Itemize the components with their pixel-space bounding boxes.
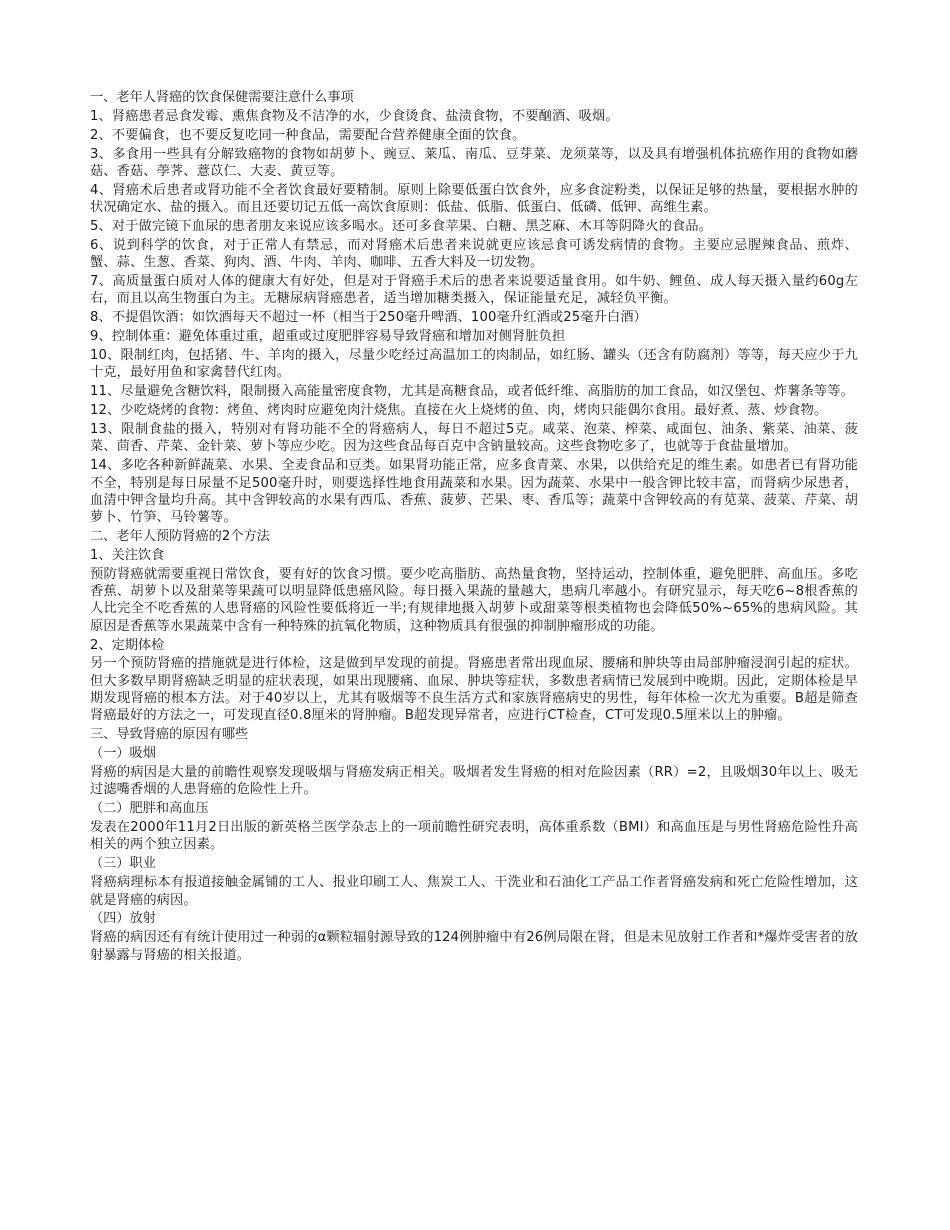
- paragraph-item-14: 14、多吃各种新鲜蔬菜、水果、全麦食品和豆类。如果肾功能正常，应多食青菜、水果，以供给充足的维生素。如患者已有肾功能不全，特别是每日尿量不足500毫升时，则要选择性地食用蔬菜和水果。因为蔬菜、水果中一般含钾比较丰富，而肾病少尿患者，血清中钾含量均升高。其中含钾较高的水果有西瓜、香蕉、菠萝、芒果、枣、香瓜等；蔬菜中含钾较高的有苋菜、菠菜、芹菜、胡萝卜、竹笋、马铃薯等。: [90, 458, 858, 526]
- paragraph-radiation: 肾癌的病因还有有统计使用过一种弱的α颗粒辐射源导致的124例肿瘤中有26例局限在肾，但是未见放射工作者和*爆炸受害者的放射暴露与肾癌的相关报道。: [90, 930, 858, 963]
- paragraph-item-3: 3、多食用一些具有分解致癌物的食物如胡萝卜、豌豆、莱瓜、南瓜、豆芽菜、龙须菜等，以及具有增强机体抗癌作用的食物如蘑菇、香菇、荸荠、薏苡仁、大麦、黄豆等。: [90, 146, 858, 179]
- subsection-heading-radiation: （四）放射: [90, 911, 156, 927]
- paragraph-item-1: 1、肾癌患者忌食发霉、熏焦食物及不洁净的水，少食烫食、盐渍食物，不要酗酒、吸烟。: [90, 108, 619, 124]
- paragraph-smoking: 肾癌的病因是大量的前瞻性观察发现吸烟与肾癌发病正相关。吸烟者发生肾癌的相对危险因素（RR）=2，且吸烟30年以上、吸无过滤嘴香烟的人患肾癌的危险性上升。: [90, 765, 858, 798]
- paragraph-obesity: 发表在2000年11月2日出版的新英格兰医学杂志上的一项前瞻性研究表明，高体重系数（BMI）和高血压是与男性肾癌危险性升高相关的两个独立因素。: [90, 820, 858, 853]
- paragraph-diet: 预防肾癌就需要重视日常饮食，要有好的饮食习惯。要少吃高脂肪、高热量食物，坚持运动，控制体重，避免肥胖、高血压。多吃香蕉、胡萝卜以及甜菜等果蔬可以明显降低患癌风险。每日摄入果蔬的量越大，患病几率越小。有研究显示，每天吃6~8根香蕉的人比完全不吃香蕉的人患肾癌的风险性要低将近一半;有规律地摄入胡萝卜或甜菜等根类植物也会降低50%~65%的患病风险。其原因是香蕉等水果蔬菜中含有一种特殊的抗氧化物质，这种物质具有很强的抑制肿瘤形成的功能。: [90, 566, 858, 634]
- subsection-heading-checkup: 2、定期体检: [90, 637, 165, 653]
- subsection-heading-occupation: （三）职业: [90, 856, 156, 872]
- paragraph-item-5: 5、对于做完镜下血尿的患者朋友来说应该多喝水。还可多食苹果、白糖、黑芝麻、木耳等阴降火的食品。: [90, 219, 713, 235]
- paragraph-item-7: 7、高质量蛋白质对人体的健康大有好处，但是对于肾癌手术后的患者来说要适量食用。如牛奶、鲤鱼、成人每天摄入量约60g左右，而且以高生物蛋白为主。无糖尿病肾癌患者，适当增加糖类摄入，保证能量充足，减轻负平衡。: [90, 274, 858, 307]
- paragraph-item-12: 12、少吃烧烤的食物：烤鱼、烤肉时应避免肉汁烧焦。直接在火上烧烤的鱼、肉，烤肉只能偶尔食用。最好煮、蒸、炒食物。: [90, 403, 828, 419]
- paragraph-item-10: 10、限制红肉，包括猪、牛、羊肉的摄入，尽量少吃经过高温加工的肉制品，如红肠、罐头（还含有防腐剂）等等，每天应少于九十克，最好用鱼和家禽替代红肉。: [90, 348, 858, 381]
- paragraph-item-4: 4、肾癌术后患者或肾功能不全者饮食最好要精制。原则上除要低蛋白饮食外，应多食淀粉类，以保证足够的热量，要根据水肿的状况确定水、盐的摄入。而且还要切记五低一高饮食原则：低盐、低脂、低蛋白、低磷、低钾、高维生素。: [90, 182, 858, 216]
- paragraph-item-11: 11、尽量避免含糖饮料，限制摄入高能量密度食物，尤其是高糖食品，或者低纤维、高脂肪的加工食品，如汉堡包、炸薯条等等。: [90, 384, 854, 400]
- paragraph-item-8: 8、不提倡饮酒：如饮酒每天不超过一杯（相当于250毫升啤酒、100毫升红酒或25毫升白酒）: [90, 310, 648, 326]
- paragraph-occupation: 肾癌病理标本有报道接触金属铺的工人、报业印刷工人、焦炭工人、干洗业和石油化工产品工作者肾癌发病和死亡危险性增加，这就是肾癌的病因。: [90, 875, 858, 908]
- section-heading-2: 二、老年人预防肾癌的2个方法: [90, 529, 270, 545]
- paragraph-item-6: 6、说到科学的饮食，对于正常人有禁忌，而对肾癌术后患者来说就更应该忌食可诱发病情的食物。主要应忌腥辣食品、煎炸、蟹、蒜、生葱、香菜、狗肉、酒、牛肉、羊肉、咖啡、五香大料及一切发物。: [90, 237, 858, 271]
- subsection-heading-smoking: （一）吸烟: [90, 746, 156, 762]
- paragraph-checkup: 另一个预防肾癌的措施就是进行体检，这是做到早发现的前提。肾癌患者常出现血尿、腰痛和肿块等由局部肿瘤浸润引起的症状。但大多数早期肾癌缺乏明显的症状表现，如果出现腰痛、血尿、肿块等症状，多数患者病情已发展到中晚期。因此，定期体检是早期发现肾癌的根本方法。对于40岁以上，尤其有吸烟等不良生活方式和家族肾癌病史的男性，每年体检一次尤为重要。B超是筛查肾癌最好的方法之一，可发现直径0.8厘米的肾肿瘤。B超发现异常者，应进行CT检查，CT可发现0.5厘米以上的肿瘤。: [90, 656, 858, 724]
- section-heading-3: 三、导致肾癌的原因有哪些: [90, 727, 249, 743]
- paragraph-item-2: 2、不要偏食，也不要反复吃同一种食品，需要配合营养健康全面的饮食。: [90, 127, 526, 143]
- paragraph-item-9: 9、控制体重：避免体重过重，超重或过度肥胖容易导致肾癌和增加对侧肾脏负担: [90, 329, 566, 345]
- section-heading-1: 一、老年人肾癌的饮食保健需要注意什么事项: [90, 90, 354, 105]
- paragraph-item-13: 13、限制食盐的摄入，特别对有肾功能不全的肾癌病人，每日不超过5克。咸菜、泡菜、榨菜、咸面包、油条、紫菜、油菜、菠菜、茴香、芹菜、金针菜、萝卜等应少吃。因为这些食品每百克中含钠量较高。这些食物吃多了，也就等于食盐量增加。: [90, 422, 858, 455]
- subsection-heading-diet: 1、关注饮食: [90, 547, 165, 563]
- subsection-heading-obesity: （二）肥胖和高血压: [90, 801, 209, 817]
